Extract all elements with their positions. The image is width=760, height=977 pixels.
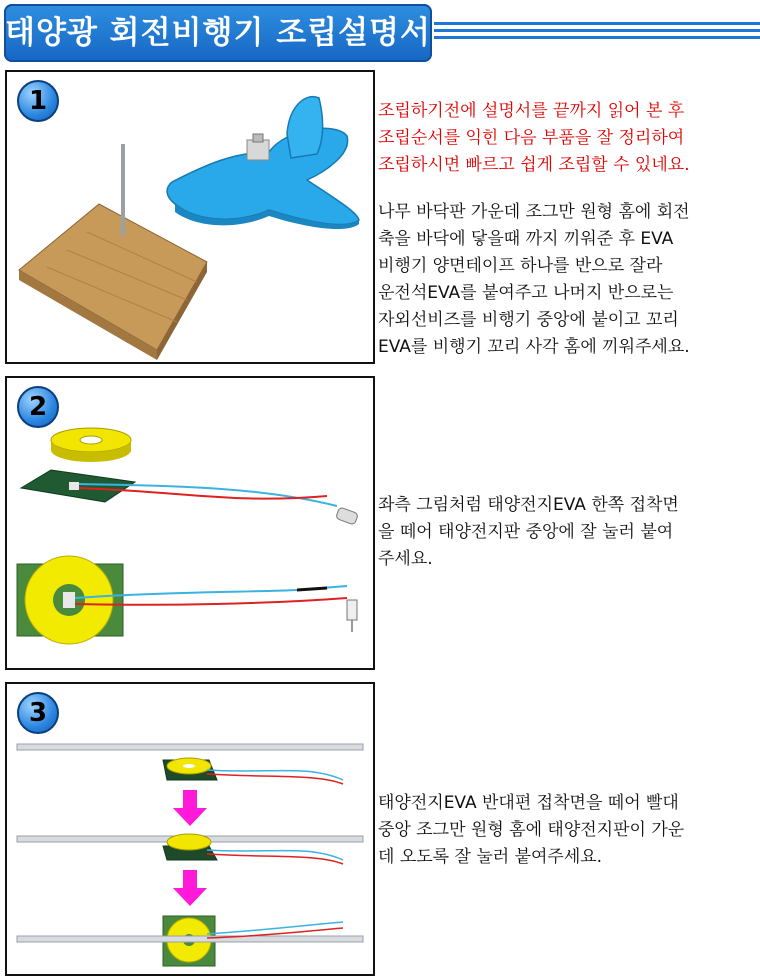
arrow-down-2 bbox=[173, 870, 207, 906]
straw-1 bbox=[17, 744, 363, 750]
rotation-shaft bbox=[121, 144, 125, 236]
arrow-down-1 bbox=[173, 790, 207, 826]
step-3-number: 3 bbox=[17, 692, 59, 734]
step-2-number: 2 bbox=[17, 386, 59, 428]
title-decor-lines bbox=[434, 22, 760, 43]
instruction-line: 중앙 조그만 원형 홈에 태양전지판이 가운 bbox=[378, 820, 685, 840]
step-1-drawing bbox=[7, 72, 373, 362]
step-2-drawing bbox=[7, 378, 373, 668]
instruction-line: 축을 바닥에 닿을때 까지 끼워준 후 EVA bbox=[378, 229, 674, 249]
cockpit-block bbox=[247, 140, 269, 160]
step-1-number: 1 bbox=[17, 80, 59, 122]
step-1-illustration bbox=[5, 70, 375, 364]
eva-airplane bbox=[167, 97, 359, 229]
instruction-line: 운전석EVA를 붙여주고 나머지 반으로는 bbox=[378, 283, 674, 303]
step-3-illustration bbox=[5, 682, 375, 976]
step-1-description bbox=[378, 98, 748, 361]
instruction-line: 데 오도록 잘 눌러 붙여주세요. bbox=[378, 847, 603, 867]
warning-line: 조립하시면 빠르고 쉽게 조립할 수 있네요. bbox=[378, 155, 690, 175]
motor-1 bbox=[336, 507, 359, 525]
instruction-line: 자외선비즈를 비행기 중앙에 붙이고 꼬리 bbox=[378, 310, 679, 330]
motor-2 bbox=[347, 600, 357, 620]
instruction-line: 을 떼어 태양전지판 중앙에 잘 눌러 붙여 bbox=[378, 522, 674, 542]
straw-3 bbox=[17, 936, 363, 942]
step-3-drawing bbox=[7, 684, 373, 974]
instruction-line: 주세요. bbox=[378, 549, 433, 569]
instruction-line: 나무 바닥판 가운데 조그만 원형 홈에 회전 bbox=[378, 202, 690, 222]
instruction-line: 비행기 양면테이프 하나를 반으로 잘라 bbox=[378, 256, 663, 276]
warning-line: 조립하기전에 설명서를 끝까지 읽어 본 후 bbox=[378, 101, 685, 121]
title-banner bbox=[4, 4, 760, 62]
step-2-description bbox=[378, 492, 748, 573]
instruction-line: 좌측 그림처럼 태양전지EVA 한쪽 접착면 bbox=[378, 495, 679, 515]
airplane-tail bbox=[287, 97, 323, 158]
instruction-line: 태양전지EVA 반대편 접착면을 떼어 빨대 bbox=[378, 793, 679, 813]
instruction-line: EVA를 비행기 꼬리 사각 홈에 끼워주세요. bbox=[378, 337, 690, 357]
warning-line: 조립순서를 익힌 다음 부품을 잘 정리하여 bbox=[378, 128, 685, 148]
step-3-description bbox=[378, 790, 748, 871]
page-title: 태양광 회전비행기 조립설명서 bbox=[5, 15, 431, 51]
step-2-illustration bbox=[5, 376, 375, 670]
